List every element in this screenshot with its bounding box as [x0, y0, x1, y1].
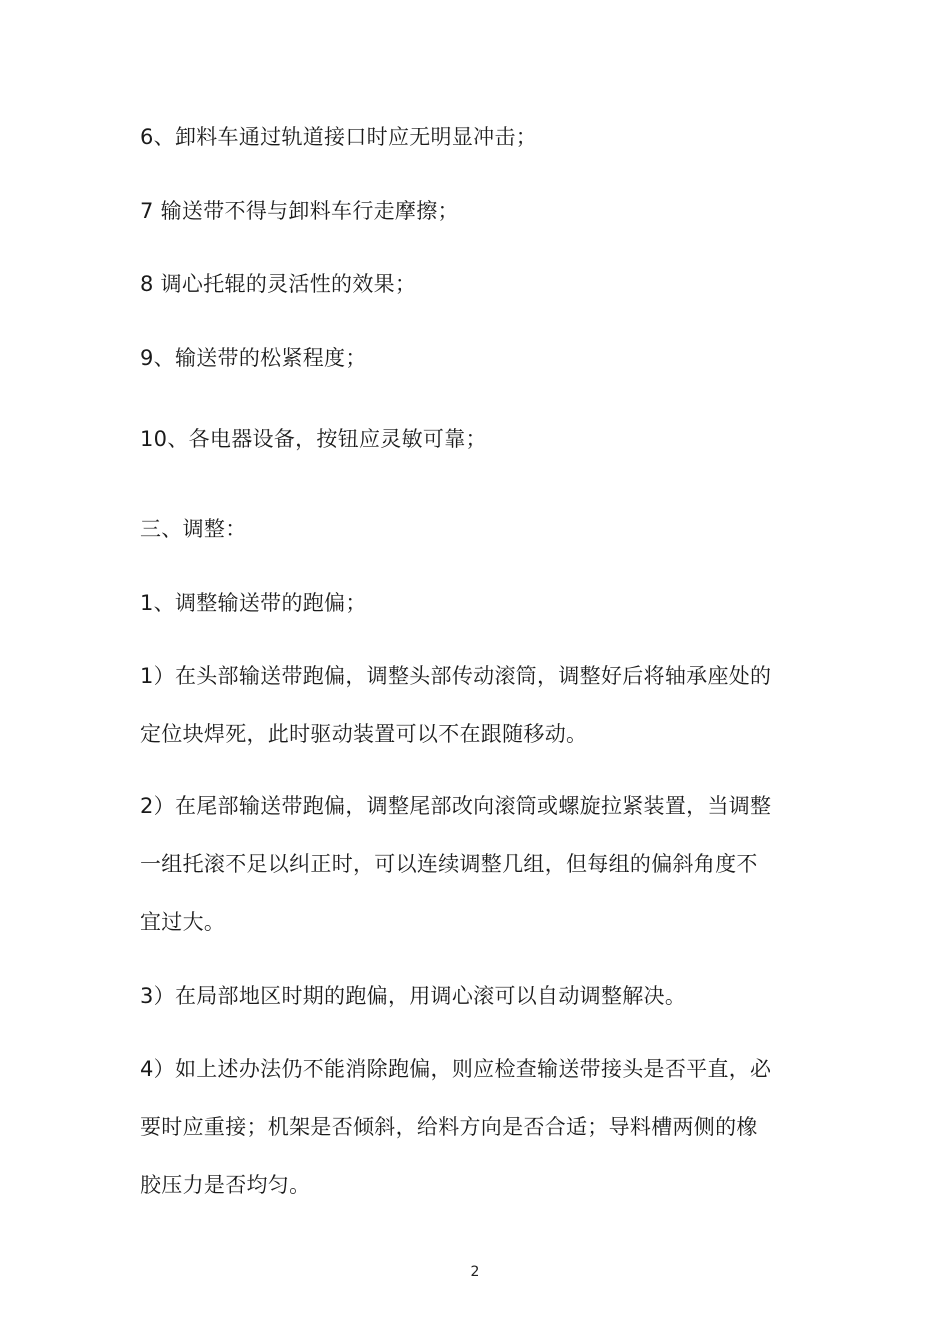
text-line: 胶压力是否均匀。 — [140, 1173, 311, 1197]
text-line: 7 输送带不得与卸料车行走摩擦； — [140, 199, 459, 223]
text-line: 一组托滚不足以纠正时，可以连续调整几组，但每组的偏斜角度不 — [140, 852, 758, 876]
inspection-item-9 — [140, 329, 810, 387]
text-line: 3）在局部地区时期的跑偏，用调心滚可以自动调整解决。 — [140, 984, 687, 1008]
text-line: 宜过大。 — [140, 910, 226, 934]
inspection-item-6 — [140, 108, 810, 166]
text-line: 1、调整输送带的跑偏； — [140, 591, 367, 615]
paragraph-tail-deviation — [140, 777, 810, 951]
section-heading-adjustment — [140, 500, 810, 558]
paragraph-local-deviation — [140, 967, 810, 1025]
text-line: 9、输送带的松紧程度； — [140, 346, 367, 370]
inspection-item-8 — [140, 255, 810, 313]
inspection-item-7 — [140, 182, 810, 240]
text-line: 要时应重接；机架是否倾斜，给料方向是否合适；导料槽两侧的橡 — [140, 1115, 758, 1139]
text-line: 8 调心托辊的灵活性的效果； — [140, 272, 417, 296]
text-line: 三、调整： — [140, 517, 247, 541]
text-line: 4）如上述办法仍不能消除跑偏，则应检查输送带接头是否平直，必 — [140, 1057, 772, 1081]
text-line: 10、各电器设备，按钮应灵敏可靠； — [140, 427, 487, 451]
inspection-item-10 — [140, 410, 810, 468]
paragraph-head-deviation — [140, 647, 810, 763]
page-number: 2 — [470, 1264, 480, 1280]
text-line: 6、卸料车通过轨道接口时应无明显冲击； — [140, 125, 538, 149]
text-line: 定位块焊死，此时驱动装置可以不在跟随移动。 — [140, 722, 588, 746]
text-line: 2）在尾部输送带跑偏，调整尾部改向滚筒或螺旋拉紧装置，当调整 — [140, 794, 772, 818]
paragraph-other-checks — [140, 1040, 810, 1214]
text-line: 1）在头部输送带跑偏，调整头部传动滚筒，调整好后将轴承座处的 — [140, 664, 772, 688]
adjustment-item-1 — [140, 574, 810, 632]
